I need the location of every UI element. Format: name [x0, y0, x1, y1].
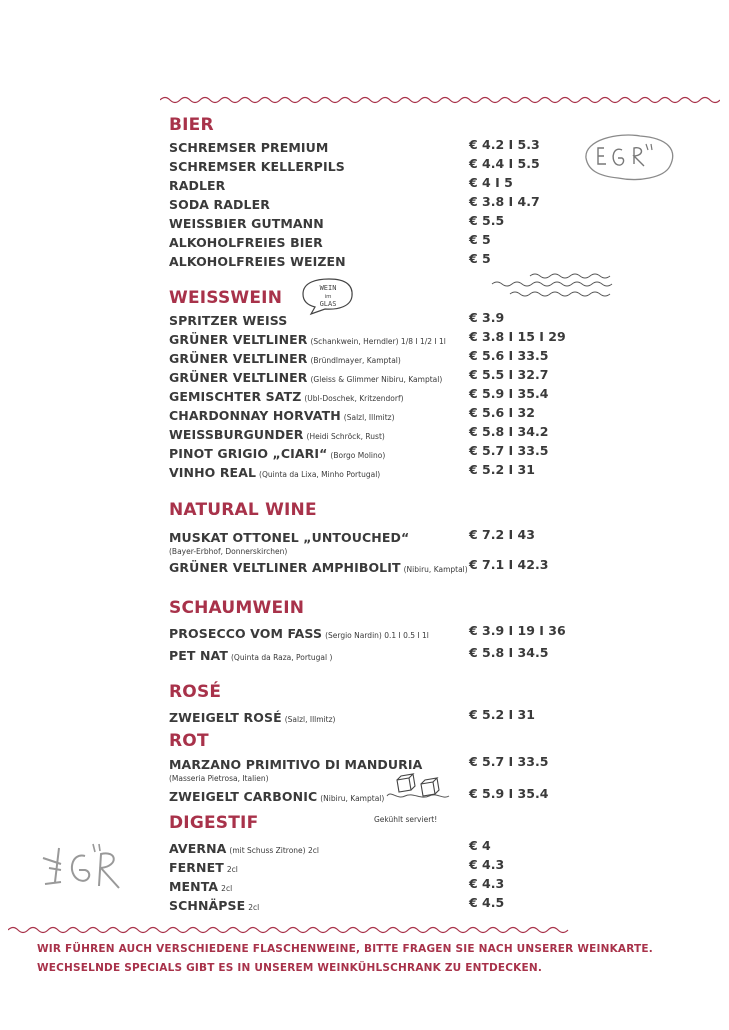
- menu-item: [169, 137, 328, 155]
- top-wave-divider: [160, 95, 720, 105]
- menu-item: [169, 251, 346, 269]
- menu-item-producer: (Bayer-Erbhof, Donnerskirchen): [169, 547, 288, 556]
- menu-item-name: GRÜNER VELTLINER AMPHIBOLIT: [169, 560, 401, 575]
- menu-item-price: € 5.2 I 31: [469, 462, 535, 477]
- menu-item-price: € 3.9: [469, 310, 505, 325]
- menu-item-note: (Schankwein, Herndler) 1/8 I 1/2 I 1l: [310, 337, 446, 346]
- egr-logo-sketch-top: [578, 128, 680, 186]
- menu-item-name: FERNET: [169, 860, 224, 875]
- menu-item-price: € 4.2 I 5.3: [469, 137, 540, 152]
- decor-waves-right: [490, 272, 625, 300]
- menu-item-name: SPRITZER WEISS: [169, 313, 288, 328]
- menu-item-name: GRÜNER VELTLINER: [169, 351, 308, 366]
- menu-item-price: € 3.8 I 4.7: [469, 194, 540, 209]
- menu-item-price: € 4.4 I 5.5: [469, 156, 540, 171]
- menu-item: [169, 424, 385, 442]
- menu-item-name: CHARDONNAY HORVATH: [169, 408, 341, 423]
- menu-item-price: € 7.2 I 43: [469, 527, 535, 542]
- wein-im-glas-bubble-icon: [297, 276, 357, 316]
- menu-item-name: GEMISCHTER SATZ: [169, 389, 302, 404]
- menu-item-price: € 5.8 I 34.2: [469, 424, 549, 439]
- menu-item: [169, 443, 385, 461]
- menu-item-name: PROSECCO VOM FASS: [169, 626, 323, 641]
- menu-item-price: € 5: [469, 232, 491, 247]
- menu-item-name: ALKOHOLFREIES BIER: [169, 235, 323, 250]
- menu-item-note: (Gleiss & Glimmer Nibiru, Kamptal): [310, 375, 443, 384]
- menu-item-note: (Sergio Nardin) 0.1 I 0.5 I 1l: [325, 631, 429, 640]
- menu-item-price: € 5: [469, 251, 491, 266]
- menu-item: [169, 367, 442, 385]
- svg-text:im: im: [324, 294, 332, 300]
- menu-item-price: € 5.7 I 33.5: [469, 443, 549, 458]
- menu-item-note: (Borgo Molino): [330, 451, 386, 460]
- menu-item-name: ZWEIGELT CARBONIC: [169, 789, 318, 804]
- chilled-served-note: Gekühlt serviert!: [374, 815, 438, 824]
- menu-item-price: € 5.2 I 31: [469, 707, 535, 722]
- menu-item-note: (Salzl, Illmitz): [284, 715, 336, 724]
- menu-item-name: WEISSBIER GUTMANN: [169, 216, 324, 231]
- menu-item-name: SCHREMSER PREMIUM: [169, 140, 329, 155]
- menu-item-price: € 5.5: [469, 213, 505, 228]
- menu-item-name: GRÜNER VELTLINER: [169, 370, 308, 385]
- menu-item: [169, 557, 468, 575]
- menu-item: [169, 786, 384, 804]
- menu-item-price: € 4.3: [469, 876, 505, 891]
- menu-item-note: (mit Schuss Zitrone) 2cl: [229, 846, 319, 855]
- section-title-weisswein: WEISSWEIN: [169, 288, 283, 308]
- menu-item: [169, 310, 287, 328]
- menu-item-price: € 5.7 I 33.5: [469, 754, 549, 769]
- menu-item-note: (Nibiru, Kamptal): [320, 794, 385, 803]
- menu-item-name: GRÜNER VELTLINER: [169, 332, 308, 347]
- menu-item: [169, 527, 410, 556]
- section-title-natural-wine: NATURAL WINE: [169, 500, 317, 520]
- menu-item-name: PINOT GRIGIO „CIARI“: [169, 446, 328, 461]
- menu-item: [169, 838, 319, 856]
- menu-item: [169, 156, 345, 174]
- menu-item-name: SODA RADLER: [169, 197, 270, 212]
- menu-item: [169, 213, 324, 231]
- menu-item: [169, 194, 270, 212]
- svg-text:GLAS: GLAS: [319, 300, 337, 308]
- footer-line-1: WIR FÜHREN AUCH VERSCHIEDENE FLASCHENWEINE, BITTE FRAGEN SIE NACH UNSERER WEINKARTE.: [37, 943, 653, 955]
- menu-item: [169, 232, 323, 250]
- menu-item: [169, 329, 446, 347]
- menu-item: [169, 857, 238, 875]
- section-title-rot: ROT: [169, 731, 209, 751]
- menu-item-price: € 5.9 I 35.4: [469, 386, 549, 401]
- section-title-bier: BIER: [169, 115, 214, 135]
- menu-item-price: € 3.9 I 19 I 36: [469, 623, 566, 638]
- menu-item: [169, 348, 401, 366]
- menu-item-name: PET NAT: [169, 648, 228, 663]
- menu-item-name: SCHREMSER KELLERPILS: [169, 159, 345, 174]
- menu-item-name: MUSKAT OTTONEL „UNTOUCHED“: [169, 530, 410, 545]
- menu-item-name: VINHO REAL: [169, 465, 257, 480]
- menu-item: [169, 386, 404, 404]
- menu-item-note: (Heidi Schröck, Rust): [306, 432, 385, 441]
- section-title-schaumwein: SCHAUMWEIN: [169, 598, 305, 618]
- menu-item-price: € 4.3: [469, 857, 505, 872]
- menu-item: [169, 175, 225, 193]
- menu-item-price: € 4.5: [469, 895, 505, 910]
- section-title-digestif: DIGESTIF: [169, 813, 259, 833]
- menu-item: [169, 645, 332, 663]
- ice-cubes-icon: [383, 770, 453, 806]
- menu-item-price: € 3.8 I 15 I 29: [469, 329, 566, 344]
- menu-item-name: WEISSBURGUNDER: [169, 427, 304, 442]
- menu-item-note: (Quinta da Raza, Portugal ): [230, 653, 333, 662]
- menu-item-name: ALKOHOLFREIES WEIZEN: [169, 254, 346, 269]
- svg-text:WEIN: WEIN: [319, 284, 337, 292]
- menu-item-name: RADLER: [169, 178, 226, 193]
- menu-item: [169, 707, 335, 725]
- footer-line-2: WECHSELNDE SPECIALS GIBT ES IN UNSEREM WEINKÜHLSCHRANK ZU ENTDECKEN.: [37, 962, 543, 974]
- menu-item-name: AVERNA: [169, 841, 227, 856]
- menu-item-name: MENTA: [169, 879, 219, 894]
- section-title-rose: ROSÉ: [169, 682, 222, 702]
- menu-item: [169, 623, 429, 641]
- menu-item-note: (Nibiru, Kamptal): [403, 565, 468, 574]
- menu-item-price: € 5.6 I 33.5: [469, 348, 549, 363]
- menu-item-price: € 7.1 I 42.3: [469, 557, 549, 572]
- menu-item-price: € 5.5 I 32.7: [469, 367, 549, 382]
- menu-item-note: (Ubl-Doschek, Kritzendorf): [304, 394, 404, 403]
- menu-item: [169, 876, 232, 894]
- menu-item-note: (Salzl, Illmitz): [343, 413, 395, 422]
- menu-item-note: 2cl: [226, 865, 238, 874]
- menu-item-price: € 4 I 5: [469, 175, 513, 190]
- menu-item-note: 2cl: [248, 903, 260, 912]
- menu-item-note: 2cl: [221, 884, 233, 893]
- egr-logo-sketch-bottom: [35, 838, 135, 900]
- menu-item-price: € 5.6 I 32: [469, 405, 535, 420]
- menu-item-producer: (Masseria Pietrosa, Italien): [169, 774, 269, 783]
- menu-item-price: € 4: [469, 838, 491, 853]
- menu-item-name: SCHNÄPSE: [169, 898, 246, 913]
- menu-item: [169, 462, 380, 480]
- menu-item: [169, 895, 259, 913]
- menu-item: [169, 405, 395, 423]
- menu-item-note: (Quinta da Lixa, Minho Portugal): [259, 470, 381, 479]
- menu-item-note: (Bründlmayer, Kamptal): [310, 356, 401, 365]
- menu-item-price: € 5.9 I 35.4: [469, 786, 549, 801]
- menu-item-name: ZWEIGELT ROSÉ: [169, 710, 282, 725]
- menu-item-name: MARZANO PRIMITIVO DI MANDURIA: [169, 757, 423, 772]
- bottom-wave-divider: [8, 925, 573, 935]
- menu-item-price: € 5.8 I 34.5: [469, 645, 549, 660]
